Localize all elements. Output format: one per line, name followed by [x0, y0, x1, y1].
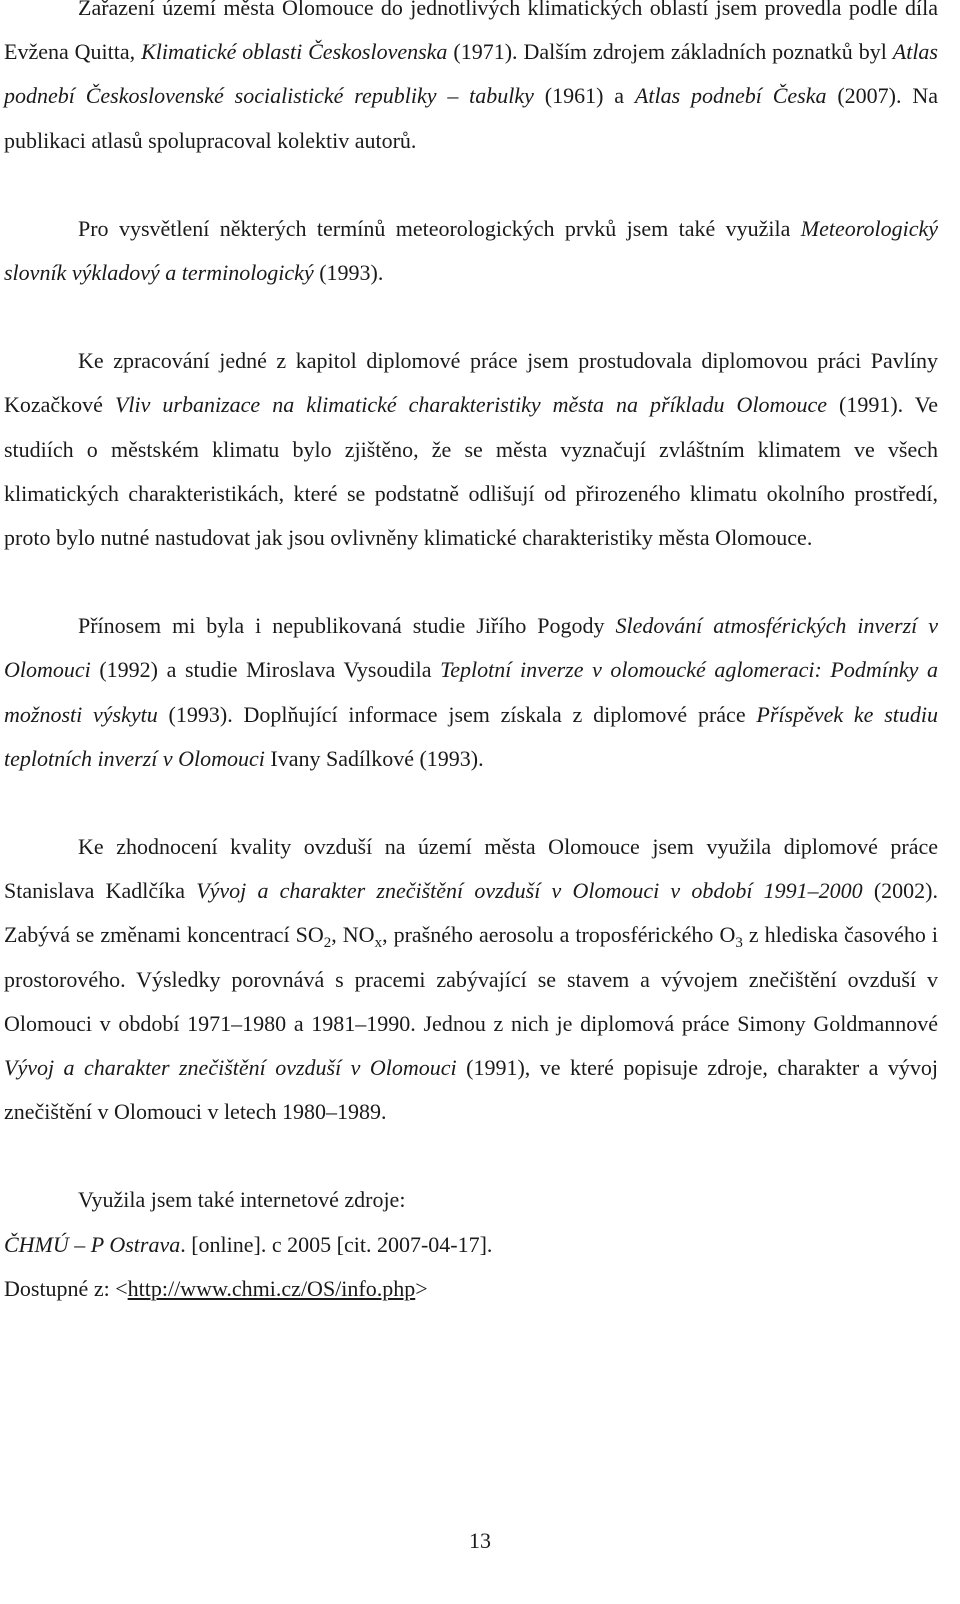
internet-sources-intro: Využila jsem také internetové zdroje:	[78, 1187, 406, 1213]
title-atlas-cssr: Atlas podnebí Československé socialistické republiky – tabulky	[4, 39, 938, 109]
text: (2007). Na publikaci atlasů spolupracoval kolektiv autorů.	[4, 83, 939, 153]
paragraph-climate-regions	[4, 0, 938, 163]
subscript-o3: 3	[735, 935, 743, 952]
paragraph-inversions	[4, 604, 938, 781]
text: Pro vysvětlení některých termínů meteorologických prvků jsem také využila	[78, 215, 801, 241]
subscript-so2: 2	[323, 935, 332, 952]
title-pogoda: Sledování atmosférických inverzí v Olomouci	[4, 613, 938, 683]
text: (1993).	[313, 260, 384, 286]
internet-source-availability	[4, 1267, 938, 1311]
source-link[interactable]: http://www.chmi.cz/OS/info.php	[127, 1275, 416, 1301]
title-vysoudil: Teplotní inverze v olomoucké aglomeraci: Podmínky a možnosti výskytu	[4, 657, 938, 727]
paragraph-air-quality	[4, 825, 938, 1134]
paragraph-gap	[4, 1134, 938, 1178]
text: , prašného aerosolu a troposférického O	[382, 922, 736, 948]
title-goldmannova: Vývoj a charakter znečištění ovzduší v Olomouci	[4, 1055, 457, 1081]
title-kozackova: Vliv urbanizace na klimatické charakteristiky města na příkladu Olomouce	[114, 392, 827, 418]
source-title: ČHMÚ – P Ostrava	[4, 1231, 181, 1257]
text: (1993). Doplňující informace jsem získala z diplomové práce	[157, 701, 757, 727]
paragraph-gap	[4, 560, 938, 604]
text: (1991), ve které popisuje zdroje, charakter a vývoj znečištění v Olomouci v letech 1980–1989.	[4, 1055, 938, 1125]
text: (1971). Dalším zdrojem základních poznatků byl	[447, 39, 893, 65]
internet-source-citation	[4, 1223, 938, 1267]
text: Zařazení území města Olomouce do jednotlivých klimatických oblastí jsem provedla podle díla Evžena Quitta,	[4, 0, 938, 65]
title-quitt: Klimatické oblasti Československa	[141, 39, 448, 65]
paragraph-urban-climate	[4, 339, 938, 560]
text: (2002). Zabývá se změnami koncentrací SO	[4, 878, 938, 948]
paragraph-gap	[4, 163, 938, 207]
text: Ivany Sadílkové (1993).	[264, 745, 484, 771]
text: z hlediska časového i prostorového. Výsledky porovnává s pracemi zabývající se stavem a vývojem znečištění ovzduší v Olomouci v období 1971–1980 a 1981–1990. Jednou z nich je diplomová práce Simony Goldmannové	[4, 922, 938, 1036]
text: Ke zpracování jedné z kapitol diplomové práce jsem prostudovala diplomovou práci Pavlíny Kozačkové	[4, 348, 938, 418]
available-prefix: Dostupné z: <	[4, 1275, 128, 1301]
subscript-nox: x	[374, 935, 383, 952]
paragraph-dictionary	[4, 207, 938, 295]
page-number: 13	[469, 1528, 491, 1553]
text: (1991). Ve studiích o městském klimatu bylo zjištěno, že se města vyznačují zvláštním klimatem ve všech klimatických charakteristikách, které se podstatně odlišují od přirozeného klimatu okolního prostředí, proto bylo nutné nastudovat jak jsou ovlivněny klimatické charakteristiky města Olomouce.	[4, 392, 938, 551]
title-sadilkova: Příspěvek ke studiu teplotních inverzí v Olomouci	[4, 701, 938, 771]
text: , NO	[331, 922, 375, 948]
paragraph-gap	[4, 295, 938, 339]
text: Ke zhodnocení kvality ovzduší na území města Olomouce jsem využila diplomové práce Stanislava Kadlčíka	[4, 834, 938, 904]
text: (1961) a	[533, 83, 635, 109]
source-details: . [online]. c 2005 [cit. 2007-04-17].	[180, 1231, 493, 1257]
paragraph-gap	[4, 781, 938, 825]
text: (1992) a studie Miroslava Vysoudila	[90, 657, 441, 683]
title-dictionary: Meteorologický slovník výkladový a terminologický	[4, 215, 938, 286]
available-suffix: >	[415, 1275, 428, 1301]
title-kadlcik: Vývoj a charakter znečištění ovzduší v Olomouci v období 1991–2000	[196, 878, 863, 904]
title-atlas-ceska: Atlas podnebí Česka	[634, 83, 827, 109]
text: Přínosem mi byla i nepublikovaná studie Jiřího Pogody	[78, 613, 616, 639]
